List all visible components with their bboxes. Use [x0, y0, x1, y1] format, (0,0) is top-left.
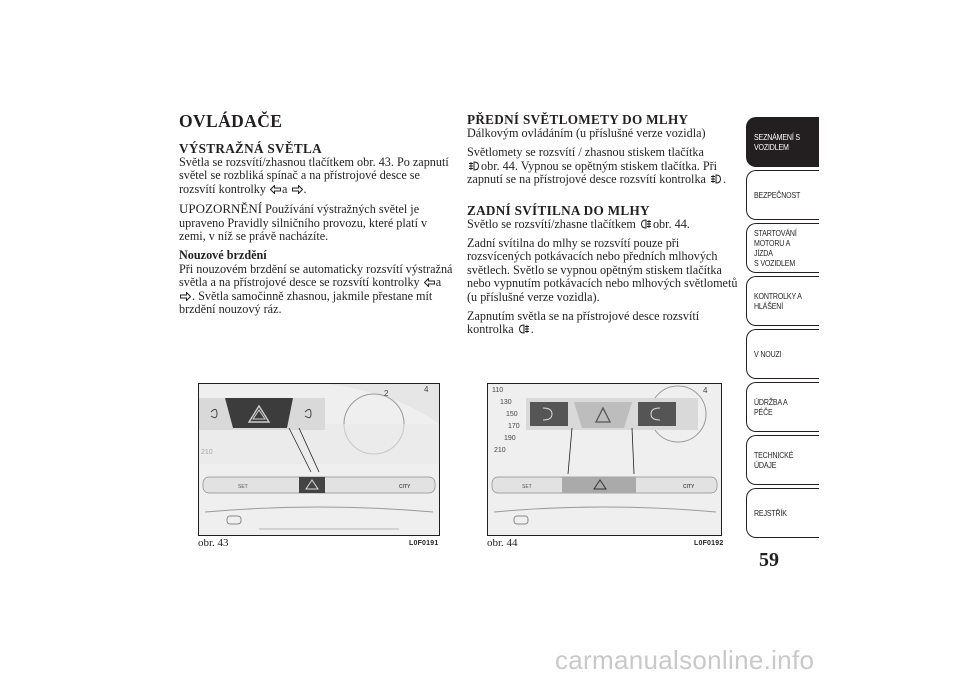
emergency-heading: Nouzové brzdění [179, 248, 267, 263]
gauge-label: 2 [384, 389, 389, 398]
front-fog-remote: Dálkovým ovládáním (u příslušné verze vozidla) [467, 126, 706, 140]
figure-44-code: L0F0192 [694, 540, 724, 547]
hazard-heading: VÝSTRAŽNÁ SVĚTLA [179, 141, 322, 156]
rear-fog-paragraph-3: Zapnutím světla se na přístrojové desce rozsvítí kontrolka . [467, 309, 700, 337]
dashboard-illustration-43 [199, 384, 439, 535]
front-fog-light-icon [710, 174, 722, 184]
figure-44-caption: obr. 44 [487, 537, 518, 549]
speed-label: 130 [500, 399, 512, 406]
front-fog-light-icon [468, 161, 480, 171]
turn-left-indicator-icon [424, 278, 435, 287]
gauge-label: 4 [703, 386, 708, 395]
turn-right-indicator-icon [292, 185, 303, 194]
city-button-label: CITY [399, 484, 411, 490]
rear-fog-heading: ZADNÍ SVÍTILNA DO MLHY [467, 202, 650, 218]
speed-label: 210 [494, 447, 506, 454]
set-button-label: SET [522, 484, 532, 490]
speed-label: 150 [506, 411, 518, 418]
tab-emergency[interactable]: V NOUZI [746, 329, 819, 379]
figure-43-caption: obr. 43 [198, 537, 229, 549]
tab-warning-lights[interactable]: KONTROLKY A HLÁŠENÍ [746, 276, 819, 326]
tab-maintenance[interactable]: ÚDRŽBA A PÉČE [746, 382, 819, 432]
turn-left-indicator-icon [270, 185, 281, 194]
speed-label: 170 [508, 423, 520, 430]
tab-safety[interactable]: BEZPEČNOST [746, 170, 819, 220]
left-column [179, 112, 454, 322]
tab-starting-driving[interactable]: STARTOVÁNÍ MOTORU A JÍZDA S VOZIDLEM [746, 223, 819, 273]
turn-right-indicator-icon [180, 292, 191, 301]
city-button-label: CITY [683, 484, 695, 490]
figure-fog-buttons [487, 383, 722, 536]
rear-fog-light-icon [518, 324, 530, 334]
tab-introduction[interactable]: SEZNÁMENÍ S VOZIDLEM [746, 117, 819, 167]
warning-paragraph: UPOZORNĚNÍ Používání výstražných světel je upraveno Pravidly silničního provozu, které platí v zemi, v níž se právě nacházíte. [179, 201, 428, 244]
section-title: OVLÁDAČE [179, 111, 283, 131]
warning-label: UPOZORNĚNÍ [179, 201, 263, 217]
tab-index[interactable]: REJSTŘÍK [746, 488, 819, 538]
rear-fog-light-icon [640, 219, 652, 229]
dashboard-illustration-44 [488, 384, 721, 535]
rear-fog-paragraph-1: Světlo se rozsvítí/zhasne tlačítkem obr. 44. [467, 216, 690, 231]
hazard-paragraph: Světla se rozsvítí/zhasnou tlačítkem obr. 43. Po zapnutí světel se rozbliká spínač a na přístrojové desce se rozsvítí kontrolky a . [179, 155, 449, 196]
figure-43-code: L0F0191 [409, 540, 439, 547]
figure-hazard-button [198, 383, 440, 536]
tab-technical-data[interactable]: TECHNICKÉ ÚDAJE [746, 435, 819, 485]
set-button-label: SET [238, 484, 248, 490]
emergency-paragraph: Při nouzovém brzdění se automaticky rozsvítí výstražná světla a na přístrojové desce se rozsvítí kontrolky a . Světla samočinně zhasnou, jakmile přestane mít brzdění nouzový ráz. [179, 261, 453, 317]
rear-fog-paragraph-2: Zadní svítilna do mlhy se rozsvítí pouze při rozsvícených potkávacích nebo předních mlhových světlech. Světlo se vypnou opětným stiskem tlačítka nebo vypnutím potkávacích nebo mlhových světlometů (u příslušné verze vozidla). [467, 236, 738, 304]
gauge-label: 4 [424, 385, 429, 394]
front-fog-paragraph: Světlomety se rozsvítí / zhasnou stiskem tlačítka obr. 44. Vypnou se opětným stiskem tlačítka. Při zapnutí se na přístrojové desce rozsvítí kontrolka . [467, 145, 727, 187]
page-number: 59 [759, 549, 779, 571]
chapter-tabs [746, 117, 819, 541]
right-column [467, 112, 739, 343]
front-fog-heading: PŘEDNÍ SVĚTLOMETY DO MLHY [467, 112, 689, 127]
speed-label: 190 [504, 435, 516, 442]
speed-label: 110 [492, 387, 504, 394]
watermark: carmanualsonline.info [555, 645, 815, 675]
